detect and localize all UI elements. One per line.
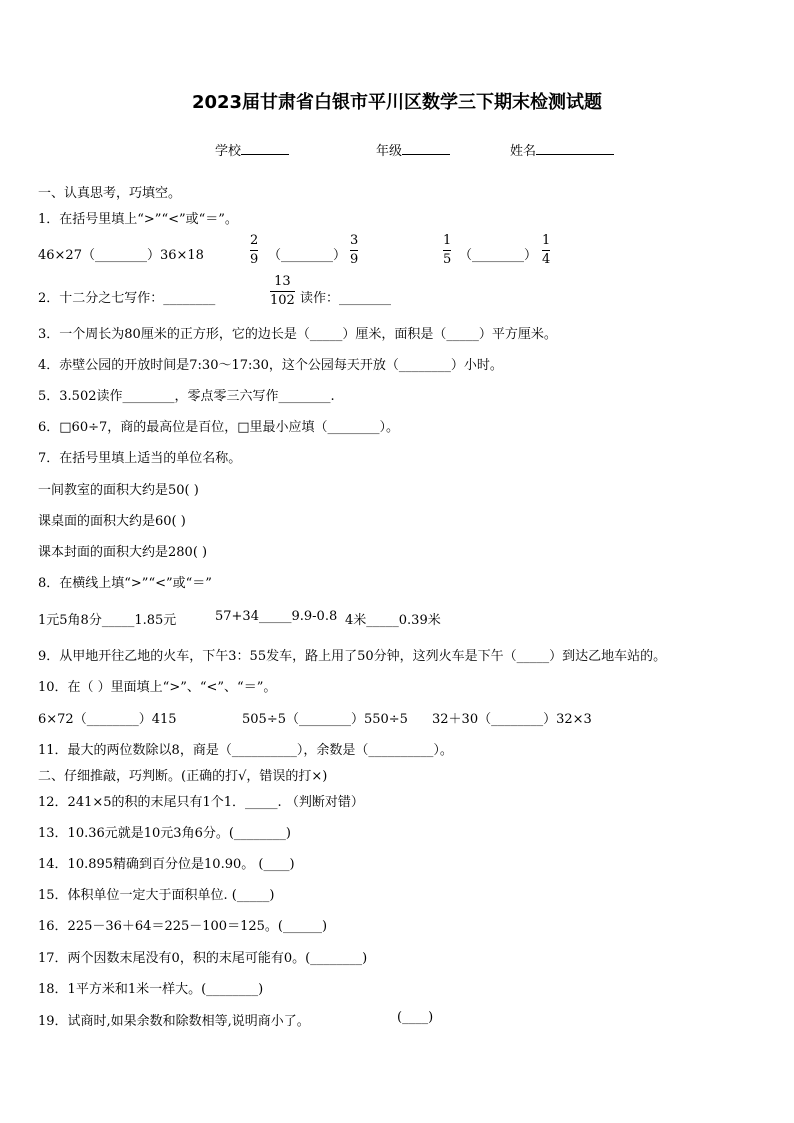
- question-8: 8．在横线上填“>”“<”或“＝”: [38, 576, 212, 591]
- grade-field: [376, 140, 450, 159]
- question-19-blank: (____): [397, 1010, 434, 1025]
- question-14: 14．10.895精确到百分位是10.90。 (____): [38, 857, 295, 872]
- section-2-heading: 二、仔细推敲，巧判断。(正确的打√，错误的打×): [38, 769, 328, 784]
- name-field: [510, 140, 614, 159]
- grade-label: 年级: [376, 144, 403, 159]
- fraction-1-4: [542, 234, 550, 267]
- question-1a: 46×27（________）36×18: [38, 248, 204, 263]
- question-8a: 1元5角8分_____1.85元: [38, 613, 177, 628]
- question-10c: 32＋30（________）32×3: [432, 712, 592, 727]
- name-blank[interactable]: [536, 140, 614, 155]
- question-1: 1．在括号里填上“>”“<”或“＝”。: [38, 212, 238, 227]
- question-5: 5．3.502读作________，零点零三六写作________.: [38, 389, 335, 404]
- question-2-left: 2．十二分之七写作：________: [38, 291, 216, 306]
- question-17: 17．两个因数末尾没有0，积的末尾可能有0。(________): [38, 951, 368, 966]
- question-6: 6．□60÷7，商的最高位是百位，□里最小应填（________）。: [38, 420, 400, 435]
- question-18: 18．1平方米和1米一样大。(________): [38, 982, 264, 997]
- question-7a: 一间教室的面积大约是50( ): [38, 483, 199, 498]
- question-15: 15．体积单位一定大于面积单位. (_____): [38, 888, 275, 903]
- question-7c: 课本封面的面积大约是280( ): [38, 545, 208, 560]
- question-10a: 6×72（________）415: [38, 712, 177, 727]
- question-11: 11．最大的两位数除以8，商是（__________），余数是（__________）。: [38, 743, 453, 758]
- question-7b: 课桌面的面积大约是60( ): [38, 514, 186, 529]
- fraction-3-9: [350, 234, 358, 267]
- question-4: 4．赤壁公园的开放时间是7:30～17:30，这个公园每天开放（________）小时。: [38, 358, 503, 373]
- question-10b: 505÷5（________）550÷5: [242, 712, 408, 727]
- denominator: 9: [250, 252, 259, 267]
- denominator: 102: [270, 293, 295, 308]
- denominator: 5: [443, 252, 452, 267]
- question-8c: 4米_____0.39米: [345, 613, 441, 628]
- question-19: 19．试商时,如果余数和除数相等,说明商小了。: [38, 1014, 310, 1029]
- page-title: 2023届甘肃省白银市平川区数学三下期末检测试题: [191, 92, 603, 113]
- denominator: 4: [542, 252, 551, 267]
- numerator: 2: [250, 233, 259, 248]
- question-9: 9．从甲地开往乙地的火车，下午3：55发车，路上用了50分钟，这列火车是下午（_____）到达乙地车站的。: [38, 649, 667, 664]
- fraction-13-102: [270, 275, 295, 308]
- question-2-right: 读作：________: [300, 291, 392, 306]
- grade-blank[interactable]: [402, 140, 450, 155]
- question-16-label: 16．: [38, 919, 68, 934]
- question-7: 7．在括号里填上适当的单位名称。: [38, 451, 242, 466]
- question-8b: 57+34_____9.9-0.8: [215, 609, 338, 624]
- school-label: 学校: [215, 144, 242, 159]
- question-16-tail: 。(______): [264, 919, 328, 934]
- question-13: 13．10.36元就是10元3角6分。(________): [38, 826, 291, 841]
- denominator: 9: [350, 252, 359, 267]
- question-3: 3．一个周长为80厘米的正方形，它的边长是（_____）厘米，面积是（_____）平方厘米。: [38, 327, 557, 342]
- question-16-expression: 225－36＋64＝225－100＝125: [67, 919, 265, 934]
- question-1b-blank: （________）: [268, 248, 347, 263]
- school-blank[interactable]: [241, 140, 289, 155]
- question-10: 10．在（ ）里面填上“>”、“<”、“＝”。: [38, 680, 277, 695]
- school-field: [215, 140, 289, 159]
- question-16: [38, 915, 327, 934]
- numerator: 3: [350, 233, 359, 248]
- question-1c-blank: （________）: [459, 248, 538, 263]
- numerator: 1: [443, 233, 452, 248]
- numerator: 1: [542, 233, 551, 248]
- fraction-2-9: [250, 234, 258, 267]
- numerator: 13: [274, 274, 291, 289]
- fraction-1-5: [443, 234, 451, 267]
- name-label: 姓名: [510, 144, 537, 159]
- section-1-heading: 一、认真思考，巧填空。: [38, 186, 182, 201]
- question-12: 12．241×5的积的末尾只有1个1．_____. （判断对错）: [38, 795, 364, 810]
